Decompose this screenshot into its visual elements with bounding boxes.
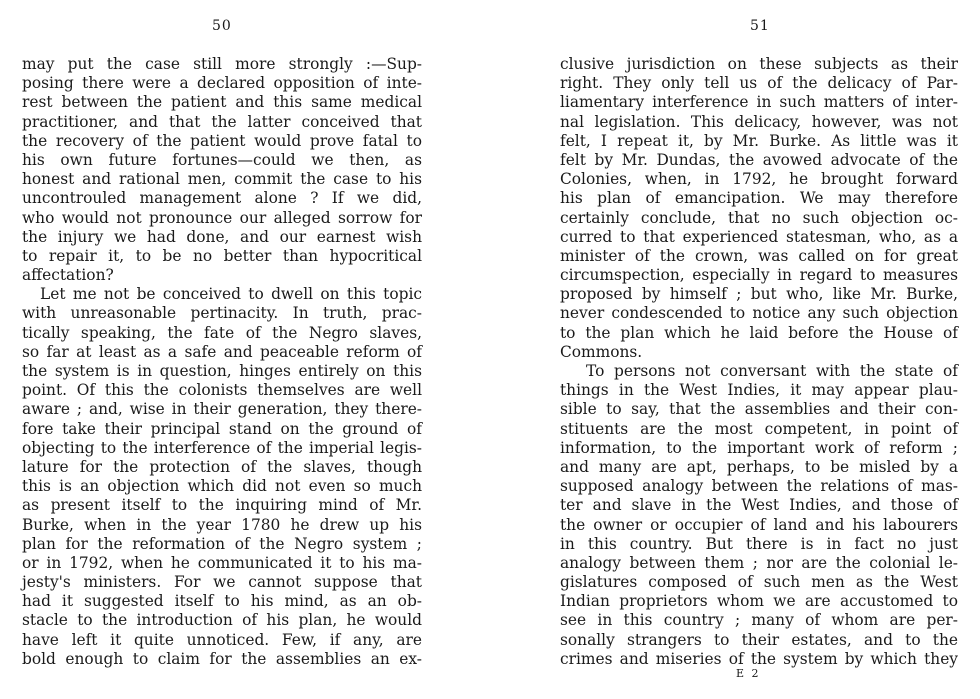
text-line: and many are apt, perhaps, to be misled by a bbox=[560, 457, 958, 476]
text-line: jesty's ministers. For we cannot suppose that bbox=[22, 573, 422, 592]
text-line: stacle to the introduction of his plan, he would bbox=[22, 611, 422, 630]
text-line: the system is in question, hinges entirely on this bbox=[22, 362, 422, 380]
text-line: liamentary interference in such matters of inter- bbox=[560, 93, 958, 112]
text-line: crimes and miseries of the system by which they bbox=[560, 649, 958, 668]
text-line: tically speaking, the fate of the Negro slaves, bbox=[22, 323, 422, 342]
text-line: affectation? bbox=[22, 266, 114, 285]
text-line: felt by Mr. Dundas, the avowed advocate of the bbox=[560, 150, 958, 169]
text-line: bold enough to claim for the assemblies an ex- bbox=[22, 649, 422, 668]
text-line: practitioner, and that the latter conceived that bbox=[22, 112, 422, 131]
text-line: lature for the protection of the slaves, though bbox=[22, 457, 422, 476]
text-line: never condescended to notice any such objection bbox=[560, 304, 958, 323]
text-line: supposed analogy between the relations of mas- bbox=[560, 477, 958, 496]
text-line: Colonies, when, in 1792, he brought forward bbox=[560, 170, 958, 189]
text-line: with unreasonable pertinacity. In truth, prac- bbox=[22, 304, 422, 323]
text-line: certainly conclude, that no such objection oc- bbox=[560, 208, 958, 227]
left-page-number: 50 bbox=[212, 18, 232, 34]
text-line: ter and slave in the West Indies, and those of bbox=[560, 496, 958, 515]
text-line: in this country. But there is in fact no just bbox=[560, 534, 958, 553]
text-line: analogy between them ; nor are the colonial le- bbox=[560, 553, 958, 572]
text-line: so far at least as a safe and peaceable reform of bbox=[22, 342, 422, 361]
text-line: minister of the crown, was called on for great bbox=[560, 246, 958, 265]
text-line: have left it quite unnoticed. Few, if any, are bbox=[22, 630, 422, 649]
text-line: aware ; and, wise in their generation, they there- bbox=[22, 400, 422, 419]
text-line: his plan of emancipation. We may therefore bbox=[560, 189, 958, 208]
text-line: his own future fortunes—could we then, as bbox=[22, 150, 422, 169]
text-line: honest and rational men, commit the case to his bbox=[22, 170, 422, 189]
text-line: the recovery of the patient would prove fatal to bbox=[22, 131, 422, 150]
text-line: objecting to the interference of the imperial legis- bbox=[22, 438, 422, 457]
left-page-text bbox=[22, 55, 422, 669]
text-line: To persons not conversant with the state of bbox=[586, 362, 958, 380]
text-line: this is an objection which did not even so much bbox=[22, 477, 422, 496]
text-line: or in 1792, when he communicated it to his ma- bbox=[22, 553, 422, 572]
text-line: the owner or occupier of land and his labourers bbox=[560, 515, 958, 534]
text-line: circumspection, especially in regard to measures bbox=[560, 266, 958, 285]
text-line: stituents are the most competent, in point of bbox=[560, 419, 958, 438]
text-line: had it suggested itself to his mind, as an ob- bbox=[22, 592, 422, 611]
text-line: nal legislation. This delicacy, however, was not bbox=[560, 112, 958, 131]
text-line: Indian proprietors whom we are accustomed to bbox=[560, 592, 958, 611]
text-line: Commons. bbox=[560, 342, 643, 361]
text-line: information, to the important work of reform ; bbox=[560, 438, 958, 457]
text-line: rest between the patient and this same medical bbox=[22, 93, 422, 112]
text-line: to the plan which he laid before the House of bbox=[560, 323, 958, 342]
text-line: gislatures composed of such men as the West bbox=[560, 573, 958, 592]
text-line: uncontrouled management alone ? If we did, bbox=[22, 189, 422, 208]
text-line: posing there were a declared opposition of inte- bbox=[22, 74, 422, 93]
text-line: to repair it, to be no better than hypocritical bbox=[22, 246, 422, 265]
left-page bbox=[22, 0, 422, 699]
text-line: curred to that experienced statesman, who, as a bbox=[560, 227, 958, 246]
text-line: point. Of this the colonists themselves are well bbox=[22, 381, 422, 400]
text-line: sonally strangers to their estates, and to the bbox=[560, 630, 958, 649]
right-page-number: 51 bbox=[750, 18, 770, 34]
text-line: Let me not be conceived to dwell on this topic bbox=[40, 285, 422, 304]
right-page bbox=[560, 0, 958, 699]
text-line: things in the West Indies, it may appear plau- bbox=[560, 381, 958, 400]
text-line: fore take their principal stand on the ground of bbox=[22, 419, 422, 438]
text-line: right. They only tell us of the delicacy of Par- bbox=[560, 74, 958, 93]
text-line: sible to say, that the assemblies and their con- bbox=[560, 400, 958, 419]
text-line: felt, I repeat it, by Mr. Burke. As little was it bbox=[560, 131, 958, 150]
right-page-text bbox=[560, 55, 958, 669]
text-line: Burke, when in the year 1780 he drew up his bbox=[22, 515, 422, 534]
text-line: plan for the reformation of the Negro system ; bbox=[22, 534, 422, 553]
text-line: may put the case still more strongly :—Sup- bbox=[22, 55, 422, 73]
text-line: proposed by himself ; but who, like Mr. Burke, bbox=[560, 285, 958, 304]
signature-mark: E 2 bbox=[736, 667, 761, 680]
text-line: see in this country ; many of whom are per- bbox=[560, 611, 958, 630]
text-line: as present itself to the inquiring mind of Mr. bbox=[22, 496, 422, 515]
text-line: the injury we had done, and our earnest wish bbox=[22, 227, 422, 246]
text-line: who would not pronounce our alleged sorrow for bbox=[22, 208, 422, 227]
text-line: clusive jurisdiction on these subjects as their bbox=[560, 55, 958, 73]
